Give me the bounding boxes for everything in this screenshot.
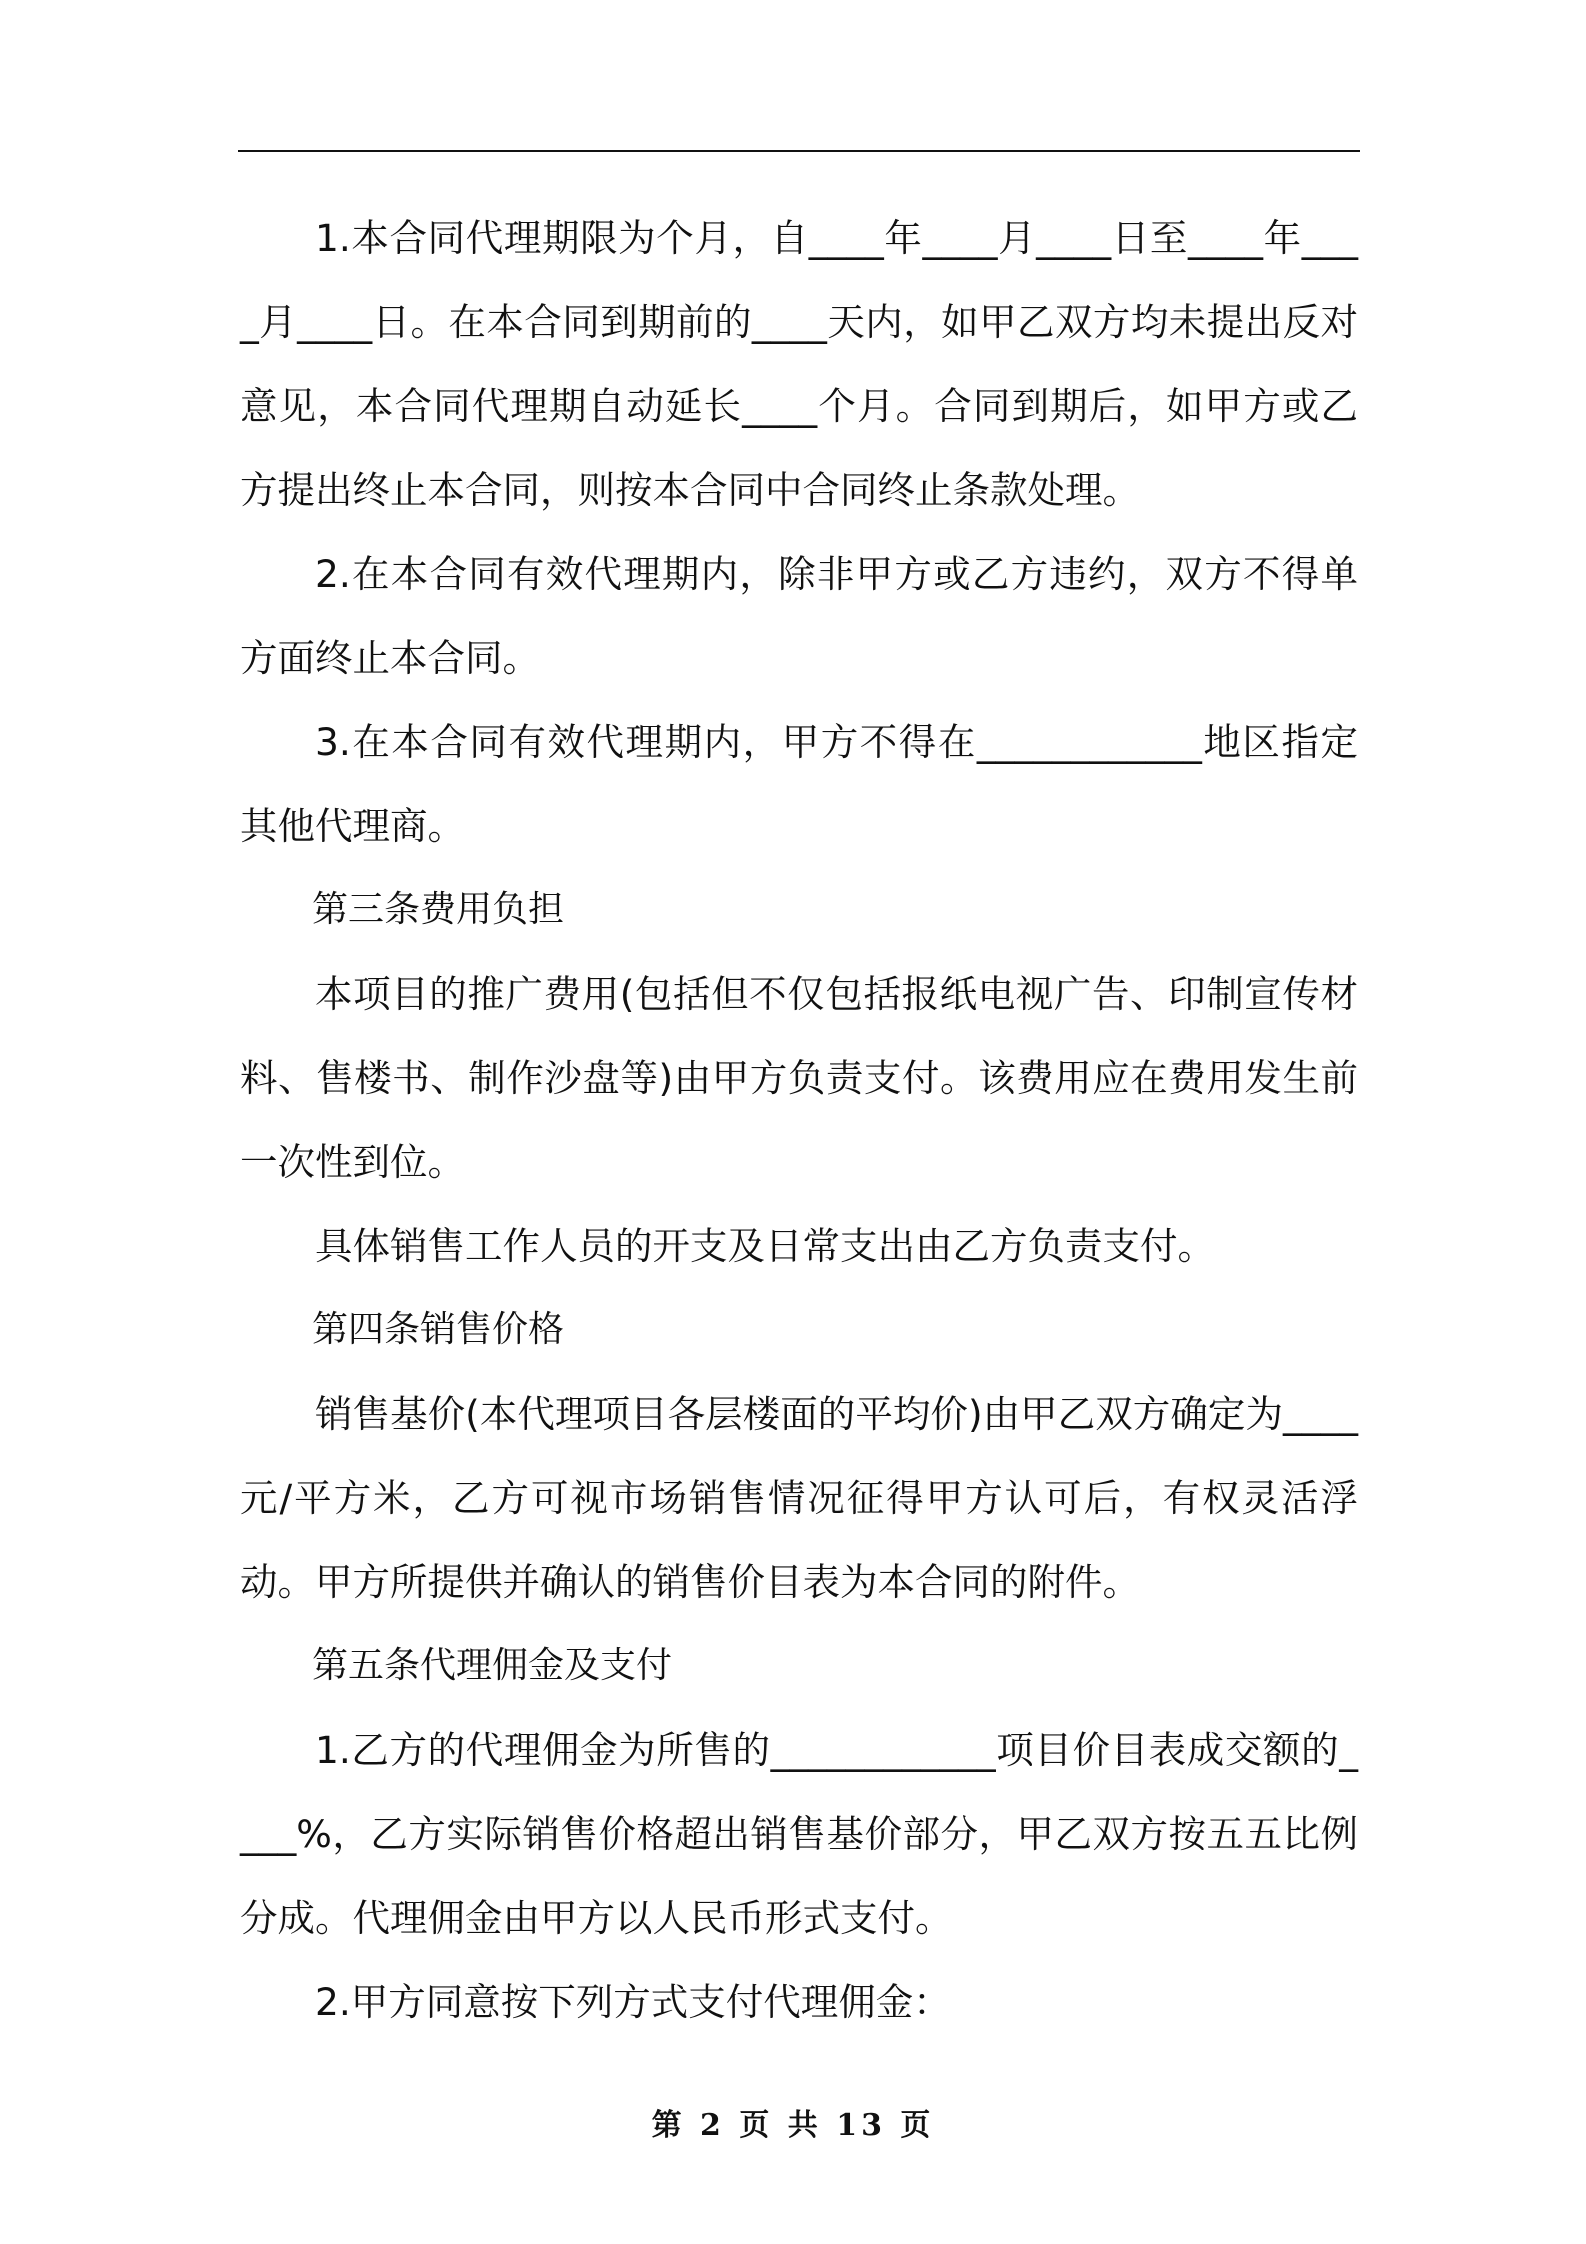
clause-no-unilateral-termination: 2.在本合同有效代理期内，除非甲方或乙方违约，双方不得单方面终止本合同。 [240,552,1358,680]
header-rule [238,150,1360,152]
contract-body [240,196,1358,2044]
article-4-heading: 第四条销售价格 [312,1309,565,1350]
clause-staff-costs: 具体销售工作人员的开支及日常支出由乙方负责支付。 [315,1224,1215,1268]
clause-base-price: 销售基价(本代理项目各层楼面的平均价)由甲乙双方确定为____元/平方米，乙方可视市场销售情况征得甲方认可后，有权灵活浮动。甲方所提供并确认的销售价目表为本合同的附件。 [240,1392,1358,1604]
page-number: 第 2 页 共 13 页 [651,2108,935,2143]
clause-commission-payment: 2.甲方同意按下列方式支付代理佣金： [315,1980,951,2024]
clause-term-duration: 1.本合同代理期限为个月，自____年____月____日至____年____月____日。在本合同到期前的____天内，如甲乙双方均未提出反对意见，本合同代理期自动延长____个月。合同到期后，如甲方或乙方提出终止本合同，则按本合同中合同终止条款处理。 [240,216,1358,512]
clause-promotion-costs: 本项目的推广费用(包括但不仅包括报纸电视广告、印制宣传材料、售楼书、制作沙盘等)由甲方负责支付。该费用应在费用发生前一次性到位。 [240,972,1358,1184]
article-3-heading: 第三条费用负担 [312,889,565,930]
clause-commission-rate: 1.乙方的代理佣金为所售的____________项目价目表成交额的____%，乙方实际销售价格超出销售基价部分，甲乙双方按五五比例分成。代理佣金由甲方以人民币形式支付。 [240,1728,1358,1940]
clause-exclusive-agent: 3.在本合同有效代理期内，甲方不得在____________地区指定其他代理商。 [240,720,1358,848]
article-5-heading: 第五条代理佣金及支付 [312,1645,673,1686]
